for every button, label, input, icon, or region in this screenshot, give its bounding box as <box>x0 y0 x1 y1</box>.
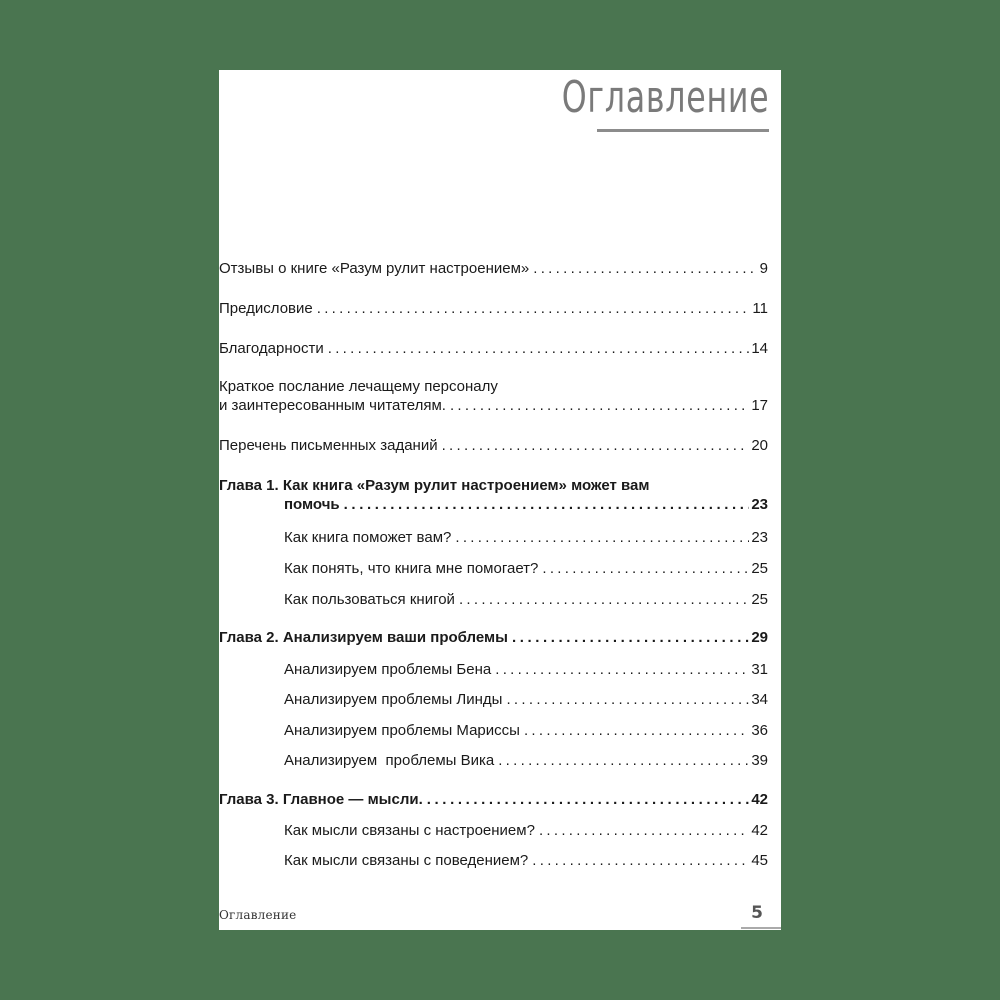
dot-leader <box>344 495 750 514</box>
toc-chapter-3[interactable] <box>219 790 768 809</box>
toc-page-number: 42 <box>751 822 768 839</box>
dot-leader <box>442 436 750 455</box>
toc-entry-label: Анализируем проблемы Мариссы <box>284 722 520 739</box>
dot-leader <box>532 851 749 870</box>
toc-chapter-1[interactable] <box>219 476 768 514</box>
toc-entry-worksheets-list[interactable] <box>219 436 768 455</box>
page-title: Оглавление <box>561 72 769 123</box>
toc-section-2-1[interactable] <box>284 660 768 679</box>
toc-page-number: 23 <box>751 529 768 546</box>
book-page <box>219 70 781 930</box>
dot-leader <box>427 790 750 809</box>
toc-page-number: 39 <box>751 752 768 769</box>
footer-underline <box>741 927 781 929</box>
toc-section-3-1[interactable] <box>284 821 768 840</box>
chapter-title: Глава 2. Анализируем ваши проблемы <box>219 629 508 646</box>
toc-entry-preface[interactable] <box>219 299 768 318</box>
toc-section-3-2[interactable] <box>284 851 768 870</box>
page-number: 5 <box>751 903 763 923</box>
toc-page-number: 36 <box>751 722 768 739</box>
dot-leader <box>506 690 749 709</box>
toc-page-number: 34 <box>751 691 768 708</box>
toc-entry-label: Как понять, что книга мне помогает? <box>284 560 539 577</box>
toc-page-number: 25 <box>751 560 768 577</box>
toc-entry-label: Перечень письменных заданий <box>219 437 438 454</box>
toc-page-number: 17 <box>751 397 768 414</box>
dot-leader <box>317 299 751 318</box>
toc-entry-message-to-clinicians[interactable] <box>219 377 768 415</box>
title-underline <box>597 129 769 132</box>
dot-leader <box>450 396 749 415</box>
dot-leader <box>459 590 749 609</box>
toc-section-2-4[interactable] <box>284 751 768 770</box>
toc-chapter-2[interactable] <box>219 628 768 647</box>
toc-page-number: 31 <box>751 661 768 678</box>
chapter-title: помочь <box>284 496 340 513</box>
toc-section-2-2[interactable] <box>284 690 768 709</box>
toc-page-number: 25 <box>751 591 768 608</box>
dot-leader <box>533 259 757 278</box>
toc-page-number: 42 <box>751 791 768 808</box>
toc-entry-label: Анализируем проблемы Вика <box>284 752 495 769</box>
toc-entry-label: Анализируем проблемы Бена <box>284 661 492 678</box>
toc-page-number: 11 <box>752 300 768 317</box>
toc-page-number: 23 <box>751 496 768 513</box>
running-footer-title: Оглавление <box>219 908 297 922</box>
toc-entry-label: Отзывы о книге «Разум рулит настроением» <box>219 260 530 277</box>
toc-page-number: 29 <box>751 629 768 646</box>
toc-section-1-2[interactable] <box>284 559 768 578</box>
toc-entry-reviews[interactable] <box>219 259 768 278</box>
dot-leader <box>455 528 749 547</box>
dot-leader <box>512 628 749 647</box>
toc-section-1-3[interactable] <box>284 590 768 609</box>
toc-entry-label: Как мысли связаны с поведением? <box>284 852 529 869</box>
toc-entry-label: Анализируем проблемы Линды <box>284 691 503 708</box>
toc-entry-acknowledgments[interactable] <box>219 339 768 358</box>
chapter-title-line1: Глава 1. Как книга «Разум рулит настроением» может вам <box>219 477 650 494</box>
dot-leader <box>495 660 749 679</box>
toc-page-number: 9 <box>759 260 768 277</box>
toc-entry-label: и заинтересованным читателям. <box>219 397 446 414</box>
toc-entry-label: Благодарности <box>219 340 324 357</box>
dot-leader <box>539 821 749 840</box>
toc-entry-label: Как мысли связаны с настроением? <box>284 822 535 839</box>
dot-leader <box>498 751 749 770</box>
toc-section-1-1[interactable] <box>284 528 768 547</box>
toc-entry-label: Как пользоваться книгой <box>284 591 455 608</box>
toc-page-number: 20 <box>751 437 768 454</box>
toc-page-number: 14 <box>751 340 768 357</box>
dot-leader <box>542 559 749 578</box>
toc-section-2-3[interactable] <box>284 721 768 740</box>
dot-leader <box>524 721 749 740</box>
toc-entry-label-line1: Краткое послание лечащему персоналу <box>219 378 498 395</box>
toc-entry-label: Предисловие <box>219 300 313 317</box>
dot-leader <box>328 339 750 358</box>
toc-page-number: 45 <box>751 852 768 869</box>
toc-entry-label: Как книга поможет вам? <box>284 529 452 546</box>
chapter-title: Глава 3. Главное — мысли. <box>219 791 423 808</box>
